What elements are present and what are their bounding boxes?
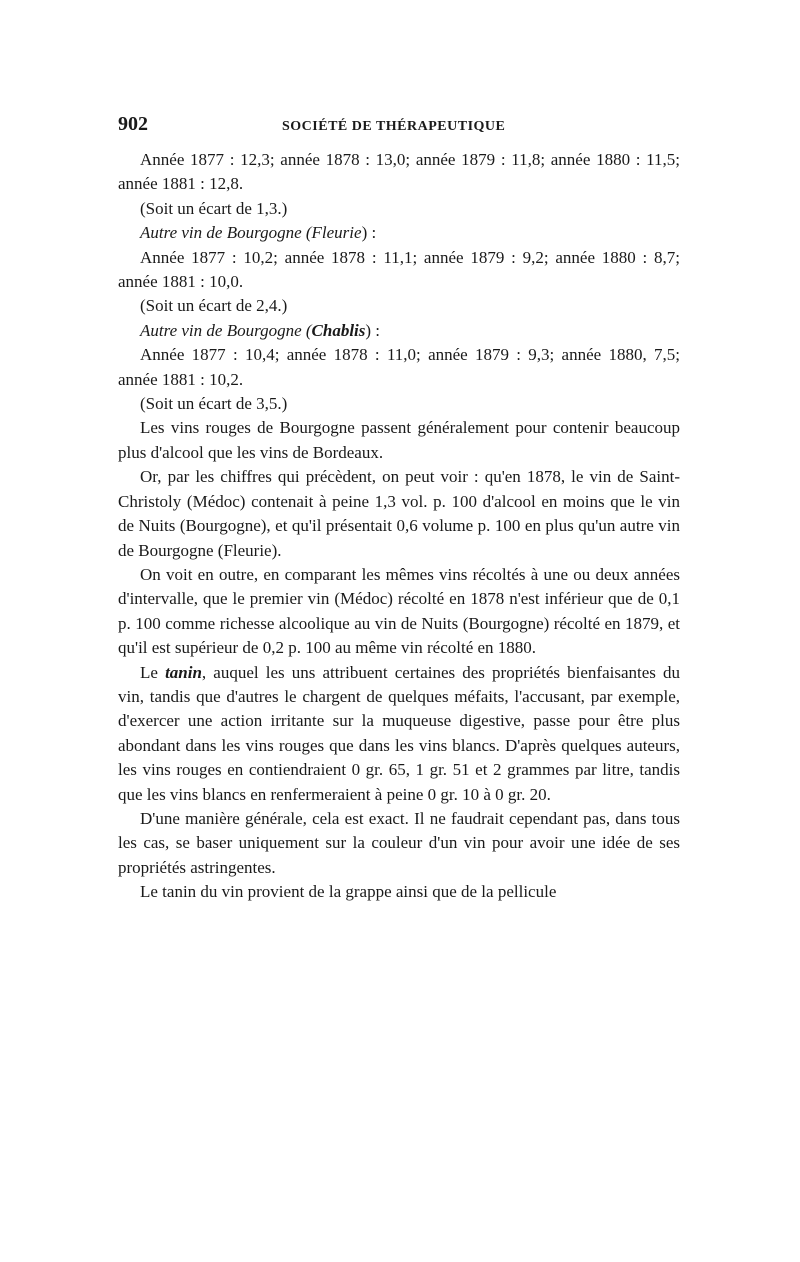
paragraph-3: Année 1877 : 10,2; année 1878 : 11,1; année 1879 : 9,2; année 1880 : 8,7; année 1881 : 10,0. xyxy=(118,247,680,292)
paragraph-10 xyxy=(118,661,680,807)
paragraph-8: Or, par les chiffres qui précèdent, on peut voir : qu'en 1878, le vin de Saint-Christoly (Médoc) contenait à peine 1,3 vol. p. 100 d'alcool en moins que le vin de Nuits (Bourgogne), et qu'il présentait 0,6 volume p. 100 en plus qu'un autre vin de Bourgogne (Fleurie). xyxy=(118,467,680,560)
subheading-prefix: Autre vin de Bourgogne ( xyxy=(140,223,312,243)
paragraph-1: Année 1877 : 12,3; année 1878 : 13,0; année 1879 : 11,8; année 1880 : 11,5; année 1881 : 12,8. xyxy=(118,150,680,194)
term-tanin: tanin xyxy=(165,662,202,682)
subheading-suffix: ) : xyxy=(361,223,377,243)
page-header xyxy=(118,112,680,140)
paragraph-12: Le tanin du vin provient de la grappe ainsi que de la pellicule xyxy=(140,882,557,902)
paragraph-6: (Soit un écart de 3,5.) xyxy=(140,394,288,414)
paragraph-7: Les vins rouges de Bourgogne passent généralement pour contenir beaucoup plus d'alcool que les vins de Bordeaux. xyxy=(118,418,680,462)
paragraph-4: (Soit un écart de 2,4.) xyxy=(140,296,288,316)
paragraph-9: On voit en outre, en comparant les mêmes vins récoltés à une ou deux années d'intervalle, que le premier vin (Médoc) récolté en 1878 n'est inférieur que de 0,1 p. 100 comme richesse alcoolique au vin de Nuits (Bourgogne) récolté en 1879, et qu'il est supérieur de 0,2 p. 100 au même vin récolté en 1880. xyxy=(118,564,680,658)
paragraph-10-start: Le xyxy=(140,662,166,682)
subheading-prefix: Autre vin de Bourgogne ( xyxy=(140,320,312,340)
document-page xyxy=(118,112,680,905)
paragraph-2: (Soit un écart de 1,3.) xyxy=(140,198,288,218)
paragraph-5: Année 1877 : 10,4; année 1878 : 11,0; année 1879 : 9,3; année 1880, 7,5; année 1881 : 10,2. xyxy=(118,345,680,389)
paragraph-11: D'une manière générale, cela est exact. Il ne faudrait cependant pas, dans tous les cas, se baser uniquement sur la couleur d'un vin pour avoir une idée de ses propriétés astringentes. xyxy=(118,808,680,877)
subheading-suffix: ) : xyxy=(365,320,381,340)
running-head: SOCIÉTÉ DE THÉRAPEUTIQUE xyxy=(282,119,506,134)
page-number: 902 xyxy=(118,113,148,135)
subheading-wine-name: Fleurie xyxy=(311,223,362,243)
subheading-fleurie xyxy=(118,221,680,245)
subheading-chablis xyxy=(118,319,680,343)
paragraph-10-rest: , auquel les uns attribuent certaines des propriétés bienfaisantes du vin, tandis que d'autres le chargent de quelques méfaits, l'accusant, par exemple, d'exercer une action irritante sur la muqueuse digestive, passe pour être plus abondant dans les vins rouges que dans les vins blancs. D'après quelques auteurs, les vins rouges en contiendraient 0 gr. 65, 1 gr. 51 et 2 grammes par litre, tandis que les vins blancs en renfermeraient à peine 0 gr. 10 à 0 gr. 20. xyxy=(118,662,680,804)
subheading-wine-name: Chablis xyxy=(311,320,366,340)
